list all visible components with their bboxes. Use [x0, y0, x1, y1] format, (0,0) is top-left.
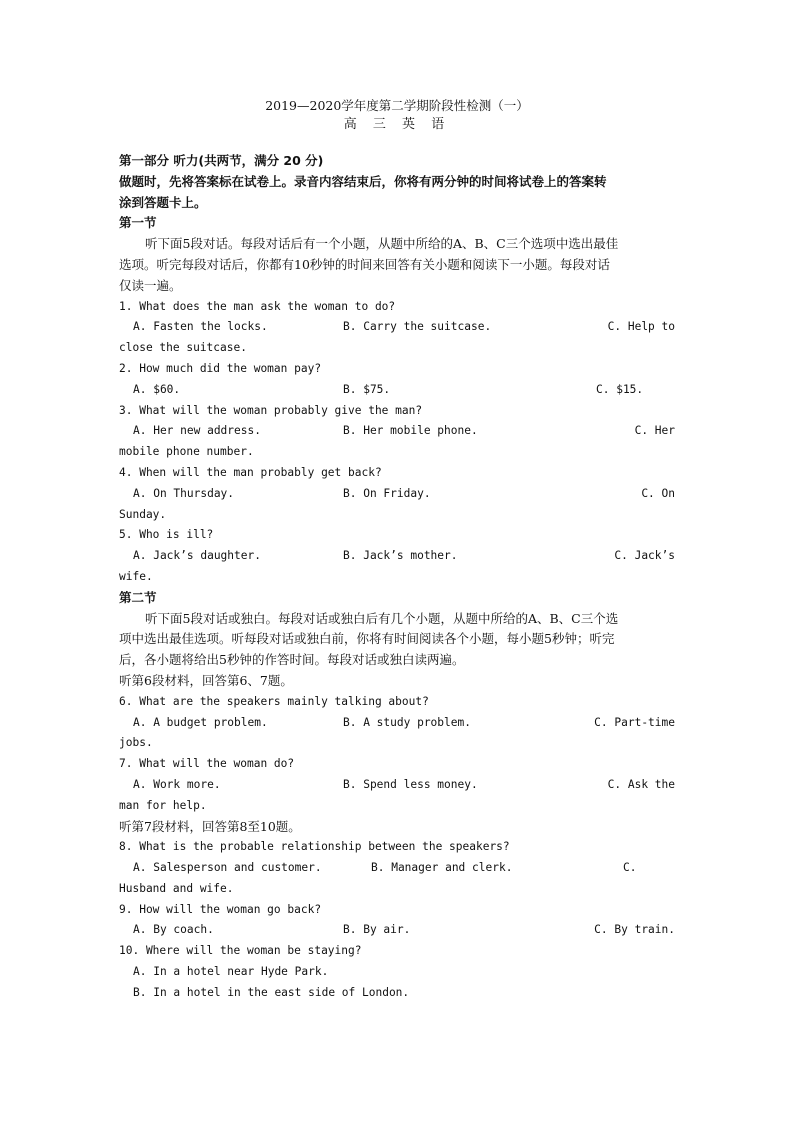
- section2-heading: 第二节: [119, 589, 157, 605]
- question-7-option-c: C. Ask the: [607, 777, 675, 791]
- question-4-option-b: B. On Friday.: [343, 486, 431, 500]
- question-3-stem: 3. What will the woman probably give the man?: [119, 403, 423, 417]
- question-2-option-b: B. $75.: [343, 382, 391, 396]
- question-8-options: [119, 858, 675, 879]
- question-10-option-b: B. In a hotel in the east side of London.: [133, 985, 410, 999]
- question-1-option-c: C. Help to: [607, 320, 675, 334]
- question-3-option-b: B. Her mobile phone.: [343, 424, 478, 438]
- question-10-option-a: A. In a hotel near Hyde Park.: [133, 965, 329, 979]
- question-8-option-a: A. Salesperson and customer.: [133, 861, 322, 875]
- part1-heading: 第一部分 听力(共两节，满分 20 分): [119, 153, 324, 168]
- question-5-option-c-cont: wife.: [119, 569, 153, 583]
- exam-title: 2019—2020学年度第二学期阶段性检测（一）: [265, 98, 529, 113]
- question-6-option-c: C. Part-time: [594, 715, 675, 729]
- question-5-option-b: B. Jack’s mother.: [343, 549, 458, 563]
- question-5-option-c: C. Jack’s: [614, 549, 675, 563]
- question-7-option-a: A. Work more.: [133, 777, 221, 791]
- question-4-options: [119, 484, 675, 505]
- question-3-options: [119, 421, 675, 442]
- question-1-option-b: B. Carry the suitcase.: [343, 320, 492, 334]
- section1-intro-line1: 听下面5段对话。每段对话后有一个小题，从题中所给的A、B、C三个选项中选出最佳: [145, 236, 619, 252]
- question-7-option-c-cont: man for help.: [119, 798, 207, 812]
- part1-instruction-line2: 涂到答题卡上。: [119, 194, 207, 210]
- question-7-option-b: B. Spend less money.: [343, 777, 478, 791]
- question-1-option-c-cont: close the suitcase.: [119, 341, 247, 355]
- question-1-stem: 1. What does the man ask the woman to do?: [119, 299, 396, 313]
- question-8-stem: 8. What is the probable relationship between the speakers?: [119, 840, 510, 854]
- question-9-stem: 9. How will the woman go back?: [119, 902, 322, 916]
- question-5-option-a: A. Jack’s daughter.: [133, 549, 261, 563]
- question-6-option-b: B. A study problem.: [343, 715, 471, 729]
- material-7-instruction: 听第7段材料，回答第8至10题。: [119, 818, 301, 834]
- question-6-options: [119, 713, 675, 734]
- question-4-stem: 4. When will the man probably get back?: [119, 465, 382, 479]
- question-6-option-c-cont: jobs.: [119, 736, 153, 750]
- section1-intro-line3: 仅读一遍。: [119, 277, 182, 293]
- question-7-options: [119, 775, 675, 796]
- section1-heading: 第一节: [119, 215, 157, 231]
- question-1-options: [119, 317, 675, 338]
- question-9-option-c: C. By train.: [594, 923, 675, 937]
- question-4-option-a: A. On Thursday.: [133, 486, 235, 500]
- question-1-option-a: A. Fasten the locks.: [133, 320, 268, 334]
- question-9-option-b: B. By air.: [343, 923, 411, 937]
- material-6-instruction: 听第6段材料，回答第6、7题。: [119, 672, 293, 688]
- question-4-option-c: C. On: [641, 486, 675, 500]
- part1-instruction-line1: 做题时，先将答案标在试卷上。录音内容结束后，你将有两分钟的时间将试卷上的答案转: [119, 173, 607, 189]
- question-3-option-c-cont: mobile phone number.: [119, 445, 254, 459]
- section1-intro-line2: 选项。听完每段对话后，你都有10秒钟的时间来回答有关小题和阅读下一小题。每段对话: [119, 256, 610, 272]
- question-7-stem: 7. What will the woman do?: [119, 757, 295, 771]
- question-10-stem: 10. Where will the woman be staying?: [119, 944, 362, 958]
- question-2-option-a: A. $60.: [133, 382, 181, 396]
- question-2-stem: 2. How much did the woman pay?: [119, 361, 322, 375]
- question-5-stem: 5. Who is ill?: [119, 528, 214, 542]
- question-8-option-c: C.: [623, 861, 637, 875]
- question-2-options: [119, 380, 675, 401]
- section2-intro-line3: 后，各小题将给出5秒钟的作答时间。每段对话或独白读两遍。: [119, 652, 465, 668]
- question-9-options: [119, 920, 675, 941]
- exam-subject: 高 三 英 语: [343, 117, 451, 132]
- question-5-options: [119, 546, 675, 567]
- question-8-option-b: B. Manager and clerk.: [371, 861, 513, 875]
- section2-intro-line2: 项中选出最佳选项。听每段对话或独白前，你将有时间阅读各个小题，每小题5秒钟；听完: [119, 631, 615, 647]
- question-3-option-c: C. Her: [634, 424, 675, 438]
- exam-page: [119, 96, 675, 1004]
- question-6-stem: 6. What are the speakers mainly talking about?: [119, 694, 429, 708]
- question-9-option-a: A. By coach.: [133, 923, 214, 937]
- question-8-option-c-cont: Husband and wife.: [119, 881, 234, 895]
- question-2-option-c: C. $15.: [596, 382, 644, 396]
- question-6-option-a: A. A budget problem.: [133, 715, 268, 729]
- section2-intro-line1: 听下面5段对话或独白。每段对话或独白后有几个小题，从题中所给的A、B、C三个选: [145, 610, 619, 626]
- question-4-option-c-cont: Sunday.: [119, 507, 167, 521]
- question-3-option-a: A. Her new address.: [133, 424, 261, 438]
